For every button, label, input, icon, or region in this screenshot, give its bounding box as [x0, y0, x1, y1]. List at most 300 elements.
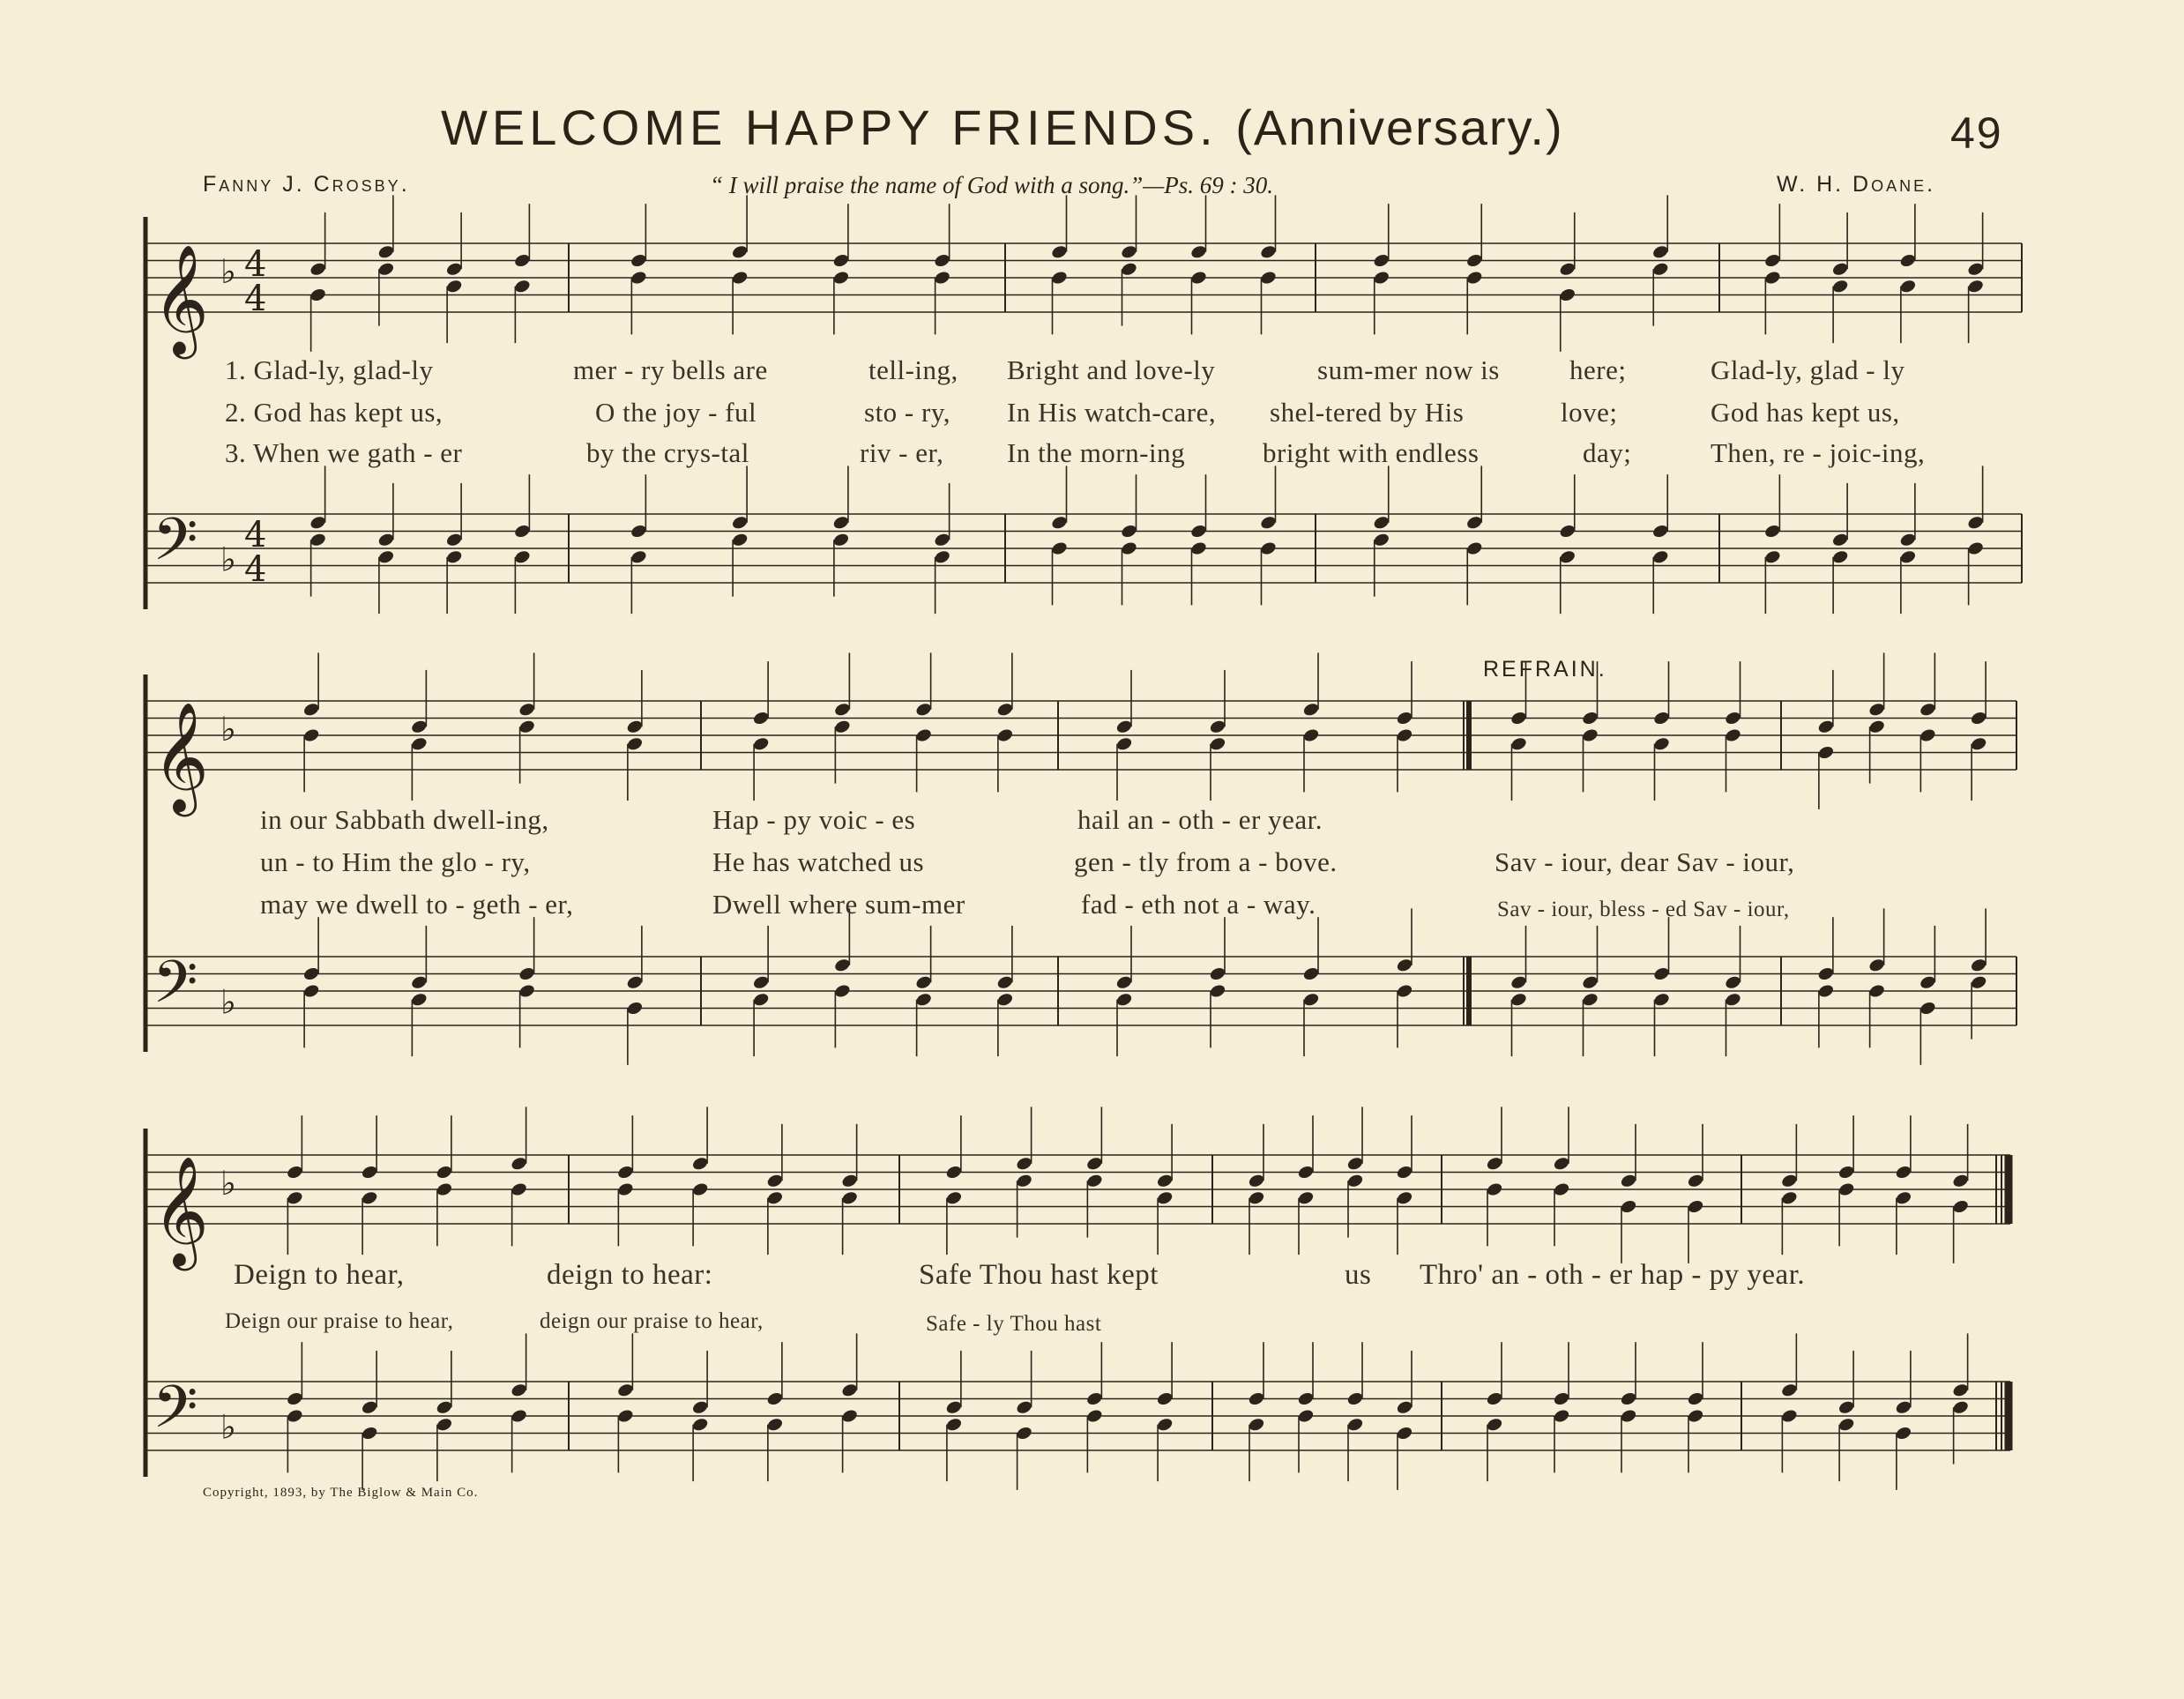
note-head — [766, 1417, 784, 1433]
note-head — [731, 532, 749, 548]
note-head — [1559, 261, 1577, 277]
note-head — [1620, 1408, 1637, 1424]
note-head — [1899, 279, 1917, 294]
note-head — [616, 1181, 634, 1197]
note-head — [1396, 983, 1413, 999]
note-head — [1120, 523, 1137, 539]
note-head — [1724, 727, 1741, 743]
note-head — [377, 261, 395, 277]
note-head — [1867, 983, 1885, 999]
note-head — [933, 532, 950, 548]
verse3-seg: by the crys-tal — [586, 437, 749, 468]
note-head — [1465, 252, 1483, 268]
verse2-seg: In His watch-care, — [1007, 397, 1217, 428]
page-number: 49 — [1950, 108, 2003, 158]
verse2-seg: love; — [1561, 397, 1618, 428]
note-head — [1115, 719, 1133, 734]
treble-clef-icon: 𝄞 — [153, 702, 209, 812]
note-head — [1651, 549, 1669, 565]
note-head — [1302, 965, 1320, 981]
note-head — [1780, 1190, 1798, 1206]
note-head — [377, 549, 395, 565]
note-head — [766, 1173, 784, 1189]
note-head — [914, 974, 932, 990]
note-head — [309, 532, 326, 548]
bass-clef-icon: 𝄢 — [153, 948, 198, 1031]
note-head — [630, 549, 647, 565]
soprano-words: us — [1345, 1259, 1372, 1291]
note-head — [1687, 1198, 1704, 1214]
note-head — [1724, 974, 1741, 990]
verse1-seg: hail an - oth - er year. — [1077, 804, 1323, 835]
note-head — [996, 974, 1014, 990]
note-head — [302, 983, 320, 999]
note-head — [1248, 1173, 1265, 1189]
note-head — [1509, 736, 1527, 752]
song-title: WELCOME HAPPY FRIENDS. — [441, 100, 1218, 155]
note-head — [1831, 261, 1849, 277]
soprano-words: deign to hear: — [547, 1259, 713, 1291]
note-head — [1919, 1000, 1936, 1016]
note-head — [1895, 1190, 1912, 1206]
verse1-seg: tell-ing, — [868, 354, 958, 385]
note-head — [1951, 1173, 1969, 1189]
note-head — [833, 719, 851, 734]
note-head — [1651, 261, 1669, 277]
note-head — [1651, 244, 1669, 260]
note-head — [1966, 540, 1984, 556]
verse2-seg: sto - ry, — [864, 397, 951, 428]
note-head — [286, 1190, 303, 1206]
note-head — [1302, 727, 1320, 743]
note-head — [1559, 287, 1577, 302]
note-head — [309, 287, 326, 302]
note-head — [1297, 1164, 1315, 1180]
note-head — [1919, 974, 1936, 990]
refrain-tenor-words: Sav - iour, dear Sav - iour, — [1495, 846, 1795, 877]
note-head — [1724, 992, 1741, 1008]
note-head — [1396, 1164, 1413, 1180]
note-head — [1763, 270, 1781, 286]
note-head — [1120, 244, 1137, 260]
note-head — [286, 1408, 303, 1424]
time-signature-icon: 4 — [244, 244, 267, 285]
note-head — [832, 270, 850, 286]
note-head — [1899, 549, 1917, 565]
note-head — [996, 992, 1014, 1008]
note-head — [1346, 1173, 1364, 1189]
note-head — [1373, 252, 1390, 268]
note-head — [840, 1190, 858, 1206]
verse2-seg: un - to Him the glo - ry, — [260, 846, 531, 877]
note-head — [513, 523, 531, 539]
note-head — [1346, 1156, 1364, 1172]
note-head — [1465, 270, 1483, 286]
note-head — [1687, 1390, 1704, 1406]
note-head — [691, 1417, 709, 1433]
note-head — [1209, 965, 1226, 981]
note-head — [1652, 965, 1670, 981]
verse3-seg: Then, re - joic-ing, — [1711, 437, 1926, 468]
note-head — [1015, 1399, 1032, 1415]
note-head — [518, 719, 535, 734]
note-head — [1396, 727, 1413, 743]
note-head — [1085, 1408, 1103, 1424]
note-head — [445, 549, 463, 565]
note-head — [833, 702, 851, 718]
verse3-seg: may we dwell to - geth - er, — [260, 889, 574, 920]
note-head — [309, 261, 326, 277]
note-head — [436, 1181, 453, 1197]
note-head — [616, 1164, 634, 1180]
note-head — [1581, 992, 1599, 1008]
verse1-seg: Bright and love-ly — [1007, 354, 1216, 385]
flat-icon: ♭ — [220, 710, 236, 749]
note-head — [1259, 540, 1277, 556]
note-head — [1553, 1408, 1570, 1424]
note-head — [1559, 549, 1577, 565]
bass-clef-icon: 𝄢 — [153, 505, 198, 588]
note-head — [1620, 1198, 1637, 1214]
note-head — [1895, 1164, 1912, 1180]
refrain-label: REFRAIN. — [1483, 657, 1607, 682]
note-head — [1817, 744, 1835, 760]
note-head — [1259, 515, 1277, 531]
note-head — [361, 1425, 378, 1441]
verse2-seg: He has watched us — [712, 846, 925, 877]
treble-clef-icon: 𝄞 — [153, 1156, 209, 1266]
note-head — [377, 532, 395, 548]
bass-words: Deign our praise to hear, — [225, 1309, 454, 1333]
note-head — [1899, 532, 1917, 548]
note-head — [436, 1399, 453, 1415]
note-head — [445, 261, 463, 277]
note-head — [1951, 1399, 1969, 1415]
note-head — [1189, 540, 1207, 556]
note-head — [1486, 1181, 1503, 1197]
verse3-seg: In the morn-ing — [1007, 437, 1186, 468]
note-head — [1302, 992, 1320, 1008]
note-head — [626, 1000, 644, 1016]
note-head — [1297, 1190, 1315, 1206]
note-head — [1085, 1156, 1103, 1172]
note-head — [1115, 992, 1133, 1008]
treble-clef-icon: 𝄞 — [153, 244, 209, 354]
note-head — [510, 1408, 527, 1424]
verse2-seg: God has kept us, — [1711, 397, 1900, 428]
note-head — [410, 736, 428, 752]
note-head — [510, 1181, 527, 1197]
note-head — [1899, 252, 1917, 268]
note-head — [1396, 1425, 1413, 1441]
note-head — [766, 1190, 784, 1206]
note-head — [1966, 261, 1984, 277]
note-head — [945, 1399, 963, 1415]
note-head — [513, 279, 531, 294]
note-head — [286, 1164, 303, 1180]
note-head — [691, 1399, 709, 1415]
note-head — [1015, 1425, 1032, 1441]
note-head — [1015, 1173, 1032, 1189]
note-head — [410, 992, 428, 1008]
note-head — [436, 1417, 453, 1433]
note-head — [996, 727, 1014, 743]
note-head — [1509, 710, 1527, 726]
note-head — [1817, 965, 1835, 981]
note-head — [626, 719, 644, 734]
note-head — [1559, 523, 1577, 539]
note-head — [445, 279, 463, 294]
note-head — [840, 1173, 858, 1189]
note-head — [1189, 523, 1207, 539]
verse2-seg: gen - tly from a - bove. — [1074, 846, 1338, 877]
verse1-seg: 1. Glad-ly, glad-ly — [225, 354, 434, 385]
note-head — [1486, 1156, 1503, 1172]
note-head — [1209, 736, 1226, 752]
note-head — [410, 719, 428, 734]
note-head — [616, 1382, 634, 1398]
note-head — [1817, 719, 1835, 734]
verse3-seg: Dwell where sum-mer — [712, 889, 965, 920]
bass-clef-icon: 𝄢 — [153, 1373, 198, 1456]
note-head — [832, 515, 850, 531]
note-head — [1120, 540, 1137, 556]
flat-icon: ♭ — [220, 540, 236, 579]
note-head — [1259, 244, 1277, 260]
note-head — [309, 515, 326, 531]
note-head — [1895, 1425, 1912, 1441]
note-head — [1189, 244, 1207, 260]
note-head — [1248, 1190, 1265, 1206]
soprano-words: Safe Thou hast kept — [919, 1259, 1159, 1291]
note-head — [1620, 1173, 1637, 1189]
note-head — [410, 974, 428, 990]
note-head — [513, 252, 531, 268]
note-head — [518, 702, 535, 718]
verse1-seg: in our Sabbath dwell-ing, — [260, 804, 549, 835]
note-head — [1486, 1390, 1503, 1406]
note-head — [840, 1408, 858, 1424]
verse1-seg: sum-mer now is — [1317, 354, 1500, 385]
copyright-notice: Copyright, 1893, by The Biglow & Main Co. — [203, 1486, 479, 1500]
note-head — [933, 549, 950, 565]
note-head — [832, 252, 850, 268]
flat-icon: ♭ — [220, 1407, 236, 1447]
note-head — [1085, 1390, 1103, 1406]
note-head — [1951, 1382, 1969, 1398]
note-head — [510, 1156, 527, 1172]
composer-credit: W. H. Doane. — [1777, 172, 1936, 197]
note-head — [518, 983, 535, 999]
time-signature-icon: 4 — [244, 549, 267, 590]
note-head — [1373, 515, 1390, 531]
verse2-seg: shel-tered by His — [1270, 397, 1465, 428]
note-head — [914, 702, 932, 718]
note-head — [1156, 1190, 1174, 1206]
note-head — [1780, 1173, 1798, 1189]
note-head — [1553, 1181, 1570, 1197]
note-head — [1687, 1173, 1704, 1189]
verse1-seg: here; — [1569, 354, 1627, 385]
note-head — [691, 1181, 709, 1197]
note-head — [616, 1408, 634, 1424]
note-head — [1966, 515, 1984, 531]
refrain-bass-words: Sav - iour, bless - ed Sav - iour, — [1497, 898, 1790, 921]
note-head — [1919, 727, 1936, 743]
note-head — [1831, 549, 1849, 565]
note-head — [1465, 540, 1483, 556]
note-head — [1970, 710, 1987, 726]
note-head — [752, 992, 770, 1008]
note-head — [1620, 1390, 1637, 1406]
note-head — [1302, 702, 1320, 718]
note-head — [630, 270, 647, 286]
note-head — [513, 549, 531, 565]
song-subtitle: (Anniversary.) — [1235, 100, 1564, 155]
note-head — [1652, 992, 1670, 1008]
note-head — [1373, 532, 1390, 548]
note-head — [945, 1164, 963, 1180]
note-head — [1396, 1190, 1413, 1206]
note-head — [302, 727, 320, 743]
verse3-seg: fad - eth not a - way. — [1081, 889, 1316, 920]
note-head — [1050, 244, 1068, 260]
note-head — [1919, 702, 1936, 718]
note-head — [731, 244, 749, 260]
note-head — [510, 1382, 527, 1398]
verse3-seg: riv - er, — [860, 437, 944, 468]
verse3-seg: day; — [1583, 437, 1632, 468]
note-head — [731, 270, 749, 286]
note-head — [914, 727, 932, 743]
note-head — [1837, 1181, 1855, 1197]
note-head — [1867, 702, 1885, 718]
note-head — [1817, 983, 1835, 999]
note-head — [1297, 1390, 1315, 1406]
note-head — [361, 1190, 378, 1206]
scripture-epigraph: “ I will praise the name of God with a song.”—Ps. 69 : 30. — [710, 172, 1274, 198]
note-head — [945, 1417, 963, 1433]
note-head — [1951, 1198, 1969, 1214]
bass-words: deign our praise to hear, — [540, 1309, 764, 1333]
time-signature-icon: 4 — [244, 279, 267, 319]
note-head — [1763, 549, 1781, 565]
note-head — [361, 1399, 378, 1415]
note-head — [302, 702, 320, 718]
note-head — [832, 532, 850, 548]
note-head — [1581, 974, 1599, 990]
note-head — [1050, 540, 1068, 556]
note-head — [1837, 1399, 1855, 1415]
note-head — [1780, 1408, 1798, 1424]
soprano-words: Deign to hear, — [234, 1259, 405, 1291]
note-head — [1509, 992, 1527, 1008]
note-head — [1831, 279, 1849, 294]
note-head — [1867, 958, 1885, 973]
note-head — [752, 736, 770, 752]
verse1-seg: Glad-ly, glad - ly — [1711, 354, 1905, 385]
note-head — [286, 1390, 303, 1406]
note-head — [1837, 1417, 1855, 1433]
note-head — [1259, 270, 1277, 286]
note-head — [1115, 974, 1133, 990]
note-head — [626, 736, 644, 752]
note-head — [1297, 1408, 1315, 1424]
note-head — [1651, 523, 1669, 539]
note-head — [1970, 958, 1987, 973]
note-head — [1509, 974, 1527, 990]
note-head — [833, 983, 851, 999]
note-head — [302, 965, 320, 981]
soprano-words: Thro' an - oth - er hap - py year. — [1420, 1259, 1806, 1291]
note-head — [1156, 1390, 1174, 1406]
flat-icon: ♭ — [220, 982, 236, 1022]
flat-icon: ♭ — [220, 1164, 236, 1203]
note-head — [518, 965, 535, 981]
note-head — [1895, 1399, 1912, 1415]
verse3-seg: 3. When we gath - er — [225, 437, 463, 468]
note-head — [731, 515, 749, 531]
note-head — [1970, 974, 1987, 990]
flat-icon: ♭ — [220, 252, 236, 291]
note-head — [1115, 736, 1133, 752]
note-head — [1248, 1417, 1265, 1433]
note-head — [1015, 1156, 1032, 1172]
note-head — [1763, 523, 1781, 539]
note-head — [1553, 1156, 1570, 1172]
note-head — [1209, 983, 1226, 999]
note-head — [1396, 1399, 1413, 1415]
note-head — [1652, 710, 1670, 726]
note-head — [1120, 261, 1137, 277]
note-head — [1156, 1173, 1174, 1189]
note-head — [691, 1156, 709, 1172]
note-head — [445, 532, 463, 548]
note-head — [914, 992, 932, 1008]
verse2-seg: O the joy - ful — [595, 397, 757, 428]
note-head — [1831, 532, 1849, 548]
note-head — [1763, 252, 1781, 268]
note-head — [1189, 270, 1207, 286]
note-head — [1687, 1408, 1704, 1424]
note-head — [1050, 270, 1068, 286]
note-head — [1724, 710, 1741, 726]
note-head — [630, 523, 647, 539]
note-head — [1966, 279, 1984, 294]
note-head — [1581, 727, 1599, 743]
note-head — [1652, 736, 1670, 752]
note-head — [752, 710, 770, 726]
author-credit: Fanny J. Crosby. — [203, 172, 410, 197]
time-signature-icon: 4 — [244, 515, 267, 555]
note-head — [1085, 1173, 1103, 1189]
note-head — [933, 270, 950, 286]
note-head — [1581, 710, 1599, 726]
note-head — [945, 1190, 963, 1206]
note-head — [1867, 719, 1885, 734]
note-head — [1780, 1382, 1798, 1398]
note-head — [626, 974, 644, 990]
note-head — [933, 252, 950, 268]
note-head — [766, 1390, 784, 1406]
verse1-seg: Hap - py voic - es — [712, 804, 916, 835]
verse2-seg: 2. God has kept us, — [225, 397, 444, 428]
note-head — [1050, 515, 1068, 531]
note-head — [833, 958, 851, 973]
note-head — [752, 974, 770, 990]
verse3-seg: bright with endless — [1263, 437, 1480, 468]
note-head — [377, 244, 395, 260]
